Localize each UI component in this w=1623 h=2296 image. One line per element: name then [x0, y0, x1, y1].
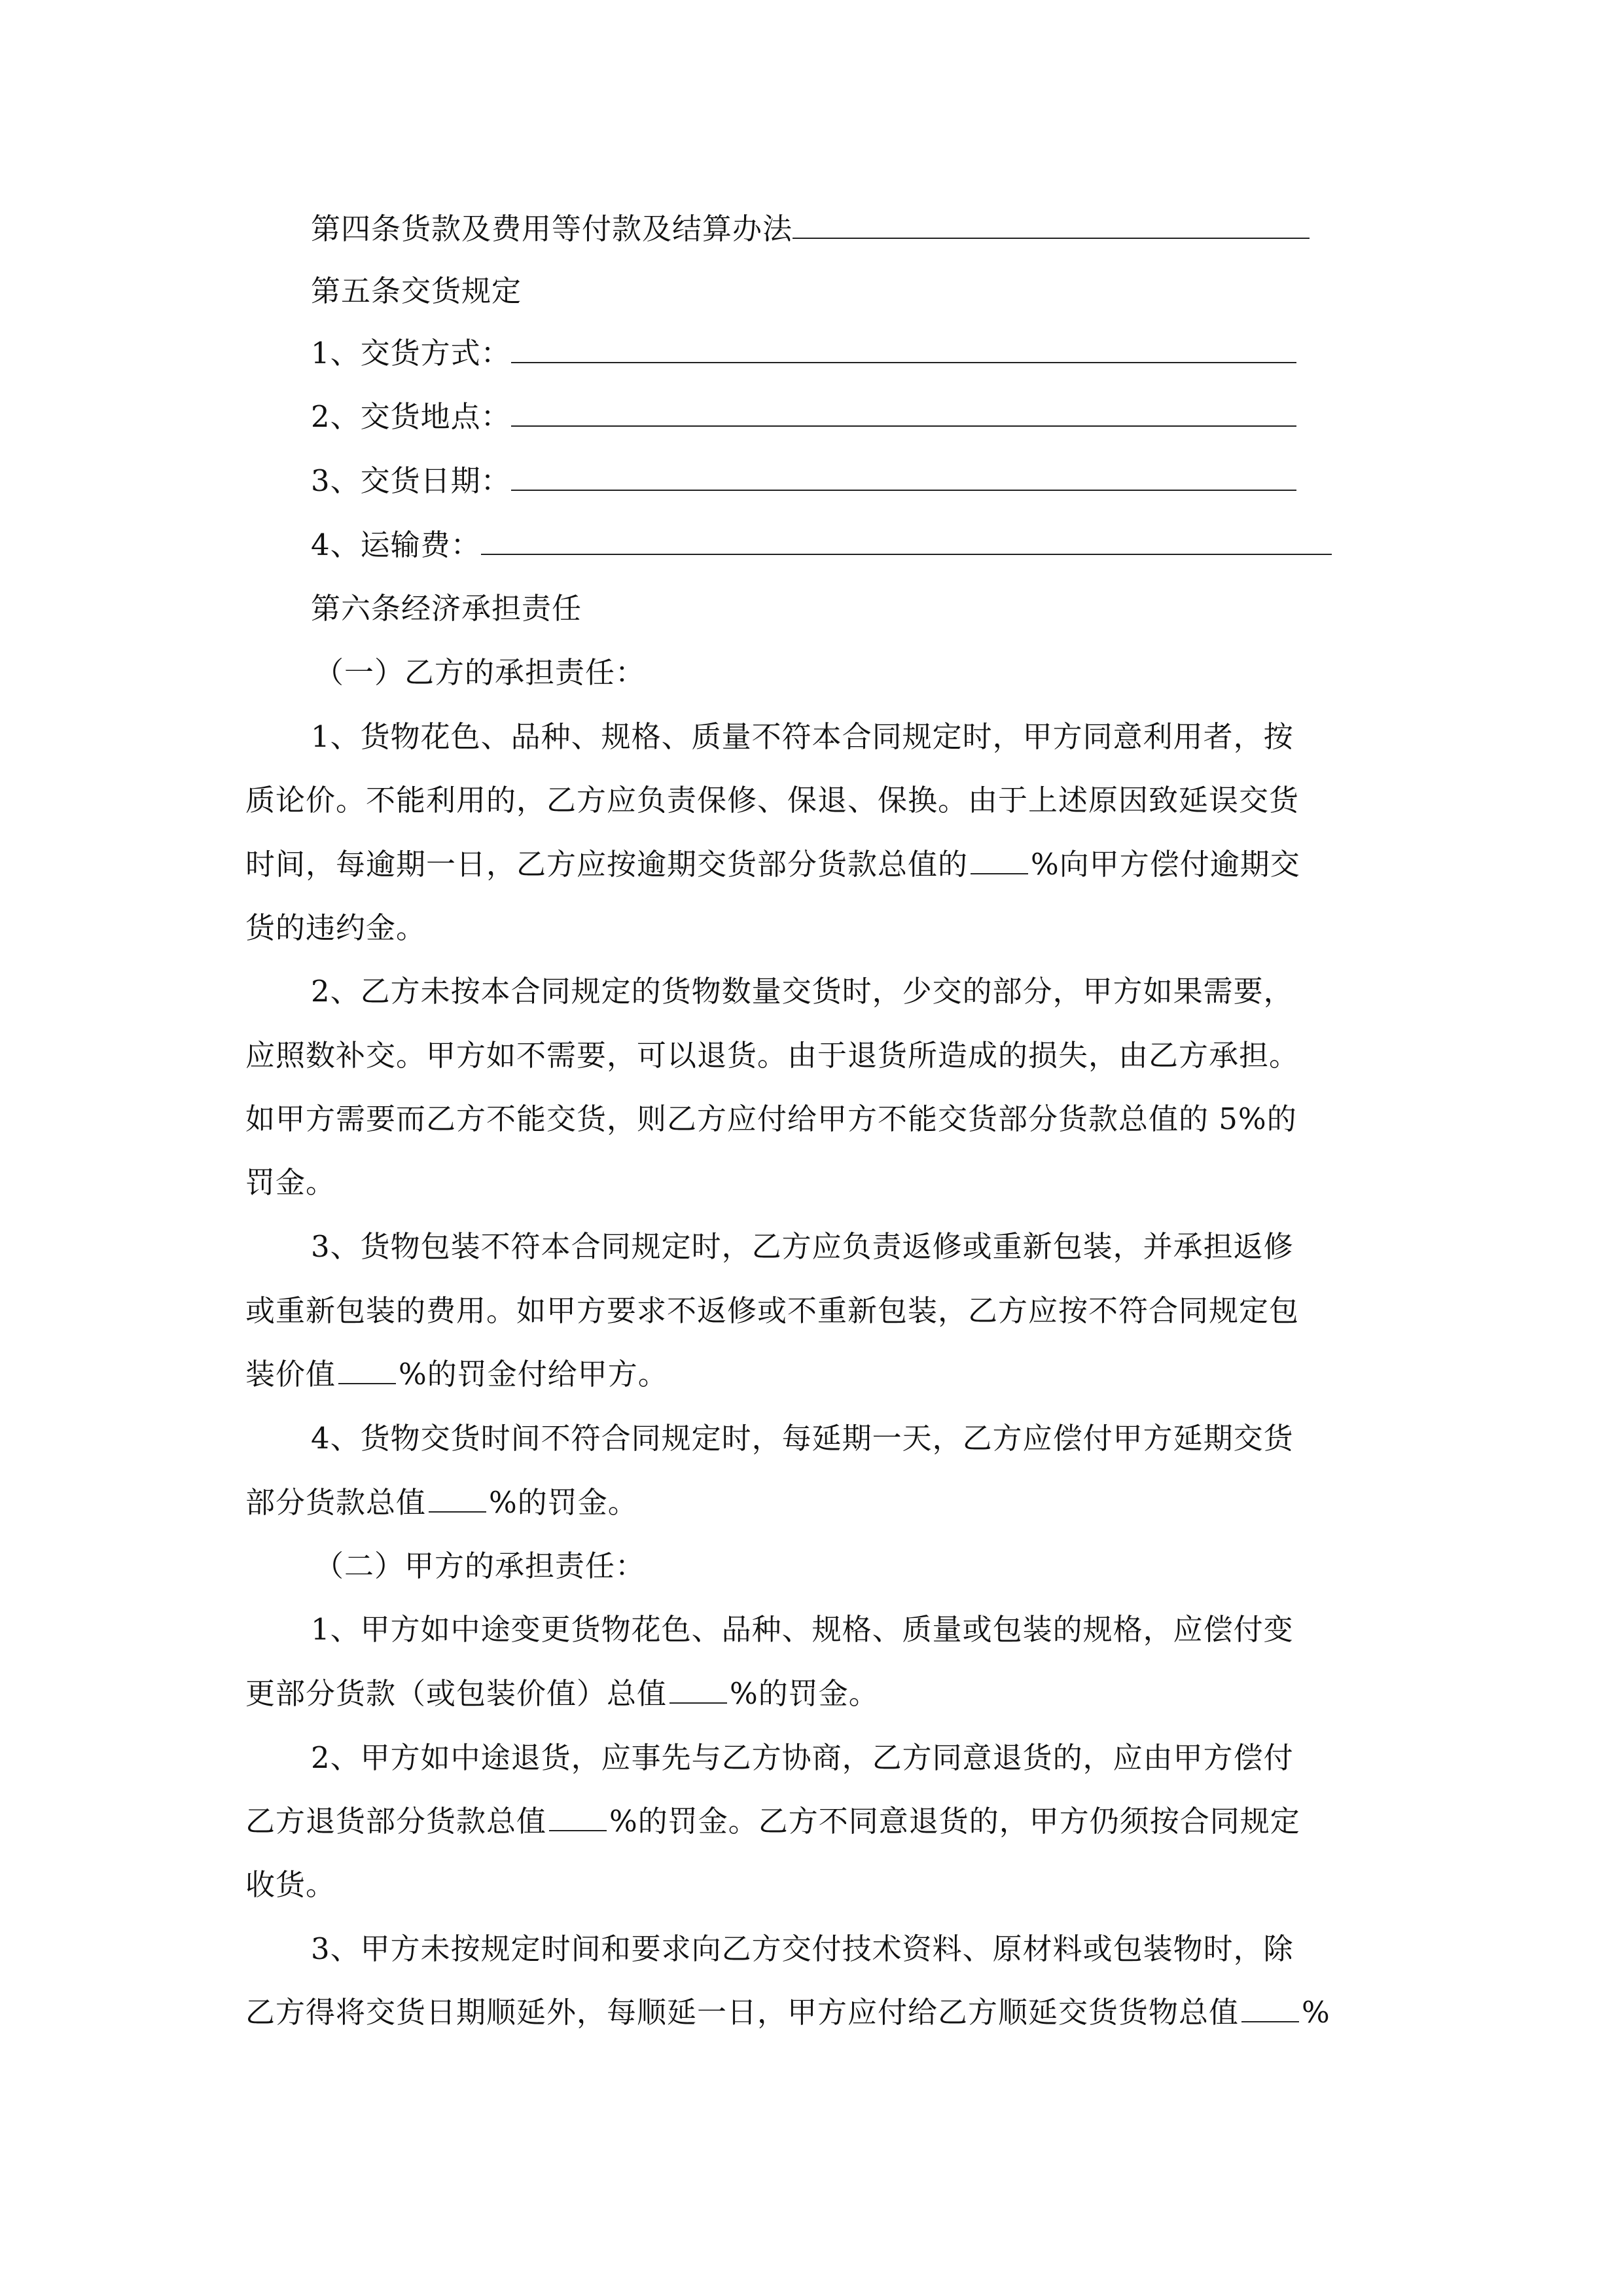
q2-line-1: 2、甲方如中途退货，应事先与乙方协商，乙方同意退货的，应由甲方偿付 [311, 1740, 1294, 1775]
article-4-line [311, 209, 1463, 249]
q1-line-2-text-b: %的罚金。 [730, 1676, 879, 1711]
p2-line-2: 应照数补交。甲方如不需要，可以退货。由于退货所造成的损失，由乙方承担。 [245, 1038, 1300, 1073]
transport-fee-line [311, 526, 1463, 565]
p4-line-2-text-b: %的罚金。 [489, 1485, 638, 1520]
p1-line-1: 1、货物花色、品种、规格、质量不符本合同规定时，甲方同意利用者，按 [311, 719, 1294, 754]
q2-line-2-text-a: 乙方退货部分货款总值 [245, 1804, 547, 1839]
q2-line-2 [245, 1802, 1397, 1841]
q2-line-3: 收货。 [245, 1867, 336, 1902]
p2-line-1: 2、乙方未按本合同规定的货物数量交货时，少交的部分，甲方如果需要， [311, 974, 1294, 1009]
p3-percent-blank [338, 1357, 396, 1384]
p3-line-3-text-b: %的罚金付给甲方。 [399, 1357, 668, 1391]
delivery-date-blank [511, 463, 1296, 491]
p3-line-3-text-a: 装价值 [245, 1357, 336, 1391]
delivery-place-blank [511, 399, 1296, 427]
delivery-place-label: 2、交货地点： [311, 399, 511, 434]
q3-line-2 [245, 1993, 1397, 2032]
q3-percent-blank [1241, 1995, 1299, 2022]
q2-percent-blank [549, 1804, 607, 1831]
p2-line-3: 如甲方需要而乙方不能交货，则乙方应付给甲方不能交货部分货款总值的 5%的 [245, 1102, 1297, 1136]
delivery-place-line [311, 397, 1463, 437]
article-4-blank [793, 211, 1310, 239]
article-6-title: 第六条经济承担责任 [311, 591, 582, 626]
party-a-responsibility-title: （二）甲方的承担责任： [314, 1549, 646, 1583]
delivery-method-line [311, 334, 1463, 373]
q1-line-2-text-a: 更部分货款（或包装价值）总值 [245, 1676, 668, 1711]
p4-line-1: 4、货物交货时间不符合同规定时，每延期一天，乙方应偿付甲方延期交货 [311, 1421, 1294, 1456]
p3-line-1: 3、货物包装不符本合同规定时，乙方应负责返修或重新包装，并承担返修 [311, 1229, 1294, 1264]
party-b-responsibility-title: （一）乙方的承担责任： [314, 655, 646, 690]
transport-fee-label: 4、运输费： [311, 528, 481, 562]
q1-percent-blank [669, 1676, 727, 1704]
transport-fee-blank [481, 528, 1332, 555]
p4-percent-blank [429, 1485, 486, 1513]
p4-line-2-text-a: 部分货款总值 [245, 1485, 427, 1520]
q2-line-2-text-b: %的罚金。乙方不同意退货的，甲方仍须按合同规定 [609, 1804, 1300, 1839]
delivery-date-line [311, 461, 1463, 501]
article-4-title: 第四条货款及费用等付款及结算办法 [311, 211, 793, 246]
p1-line-3-text-a: 时间，每逾期一日，乙方应按逾期交货部分货款总值的 [245, 847, 969, 882]
q3-line-1: 3、甲方未按规定时间和要求向乙方交付技术资料、原材料或包装物时，除 [311, 1931, 1294, 1966]
p1-line-3-text-b: %向甲方偿付逾期交 [1031, 847, 1300, 882]
p3-line-3 [245, 1355, 1397, 1394]
p4-line-2 [245, 1483, 1397, 1522]
q1-line-1: 1、甲方如中途变更货物花色、品种、规格、质量或包装的规格，应偿付变 [311, 1612, 1294, 1647]
article-5-title: 第五条交货规定 [311, 274, 522, 308]
p1-line-2: 质论价。不能利用的，乙方应负责保修、保退、保换。由于上述原因致延误交货 [245, 783, 1300, 817]
p1-line-4: 货的违约金。 [245, 910, 427, 945]
delivery-method-label: 1、交货方式： [311, 336, 511, 370]
p1-percent-blank [971, 847, 1028, 874]
q3-line-2-text-a: 乙方得将交货日期顺延外，每顺延一日，甲方应付给乙方顺延交货货物总值 [245, 1995, 1240, 2030]
p1-line-3 [245, 845, 1397, 884]
q1-line-2 [245, 1674, 1397, 1713]
delivery-method-blank [511, 336, 1296, 363]
delivery-date-label: 3、交货日期： [311, 463, 511, 498]
q3-line-2-text-b: % [1302, 1995, 1330, 2030]
p3-line-2: 或重新包装的费用。如甲方要求不返修或不重新包装，乙方应按不符合同规定包 [245, 1293, 1300, 1328]
p2-line-4: 罚金。 [245, 1165, 336, 1200]
